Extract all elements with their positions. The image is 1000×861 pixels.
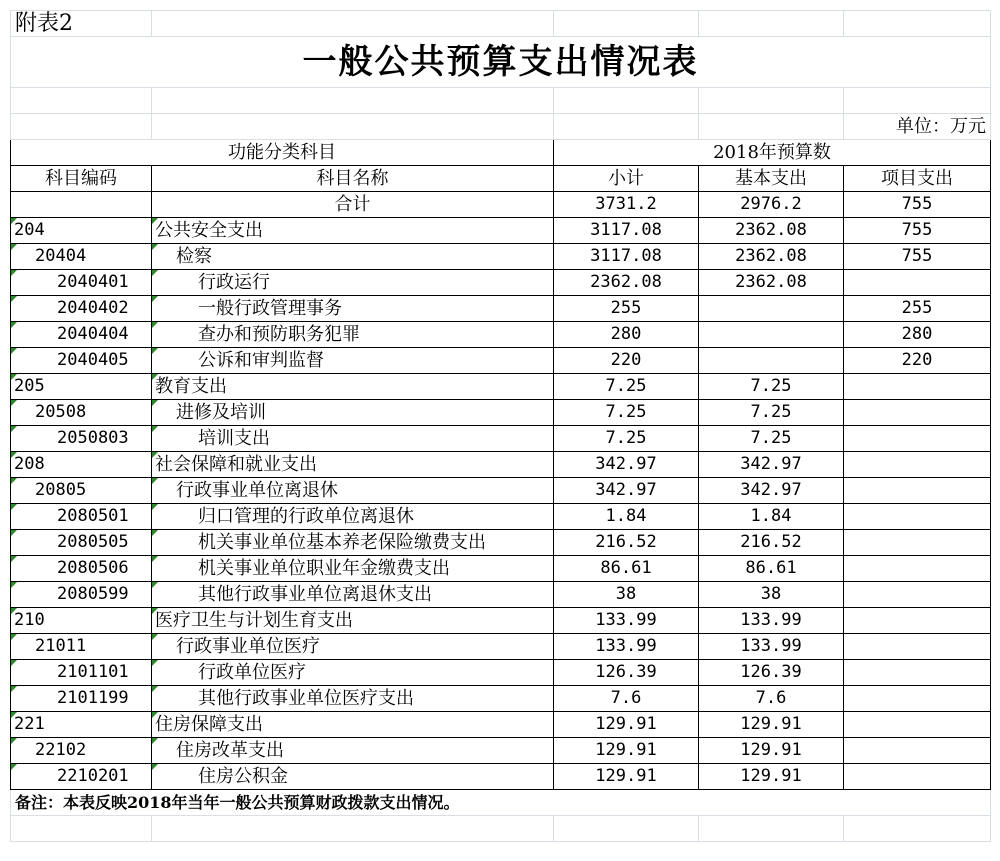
row-code[interactable]: 2210201 (11, 764, 152, 790)
row-subtotal[interactable]: 126.39 (554, 660, 699, 686)
row-name[interactable]: 机关事业单位职业年金缴费支出 (152, 556, 554, 582)
table-row (11, 738, 991, 764)
row-subtotal[interactable]: 7.6 (554, 686, 699, 712)
row-basic[interactable]: 38 (699, 582, 844, 608)
row-project[interactable] (844, 452, 991, 478)
title-row (11, 37, 991, 88)
row-basic[interactable]: 2362.08 (699, 270, 844, 296)
row-code[interactable]: 208 (11, 452, 152, 478)
row-subtotal[interactable]: 2362.08 (554, 270, 699, 296)
row-basic[interactable]: 129.91 (699, 764, 844, 790)
row-code[interactable]: 22102 (11, 738, 152, 764)
row-subtotal[interactable]: 3117.08 (554, 218, 699, 244)
table-row (11, 634, 991, 660)
row-subtotal[interactable]: 133.99 (554, 608, 699, 634)
row-subtotal[interactable]: 7.25 (554, 400, 699, 426)
row-code[interactable]: 2080599 (11, 582, 152, 608)
row-project[interactable] (844, 374, 991, 400)
header-name[interactable]: 科目名称 (152, 166, 554, 192)
row-project[interactable] (844, 400, 991, 426)
row-project[interactable]: 255 (844, 296, 991, 322)
header-budget-2018[interactable]: 2018年预算数 (554, 140, 991, 166)
row-basic[interactable]: 86.61 (699, 556, 844, 582)
row-basic[interactable]: 7.25 (699, 400, 844, 426)
total-label[interactable]: 合计 (152, 192, 554, 218)
table-row (11, 426, 991, 452)
row-code[interactable]: 20805 (11, 478, 152, 504)
row-subtotal[interactable]: 220 (554, 348, 699, 374)
total-subtotal[interactable]: 3731.2 (554, 192, 699, 218)
footnote[interactable]: 备注：本表反映2018年当年一般公共预算财政拨款支出情况。 (11, 790, 991, 816)
row-subtotal[interactable]: 133.99 (554, 634, 699, 660)
header-column-row (11, 166, 991, 192)
table-row (11, 660, 991, 686)
table-row (11, 478, 991, 504)
row-code[interactable]: 205 (11, 374, 152, 400)
row-basic[interactable] (699, 348, 844, 374)
row-name[interactable]: 行政事业单位医疗 (152, 634, 554, 660)
table-row (11, 400, 991, 426)
row-subtotal[interactable]: 255 (554, 296, 699, 322)
row-basic[interactable]: 2362.08 (699, 244, 844, 270)
row-project[interactable] (844, 504, 991, 530)
row-subtotal[interactable]: 129.91 (554, 764, 699, 790)
table-row (11, 712, 991, 738)
table-tag[interactable]: 附表2 (11, 11, 152, 37)
row-name[interactable]: 查办和预防职务犯罪 (152, 322, 554, 348)
row-name[interactable]: 住房保障支出 (152, 712, 554, 738)
row-code[interactable]: 20404 (11, 244, 152, 270)
row-basic[interactable]: 2362.08 (699, 218, 844, 244)
row-project[interactable] (844, 686, 991, 712)
row-project[interactable] (844, 556, 991, 582)
spreadsheet (10, 10, 990, 842)
row-name[interactable]: 其他行政事业单位离退休支出 (152, 582, 554, 608)
row-code[interactable]: 221 (11, 712, 152, 738)
header-basic[interactable]: 基本支出 (699, 166, 844, 192)
row-basic[interactable]: 216.52 (699, 530, 844, 556)
row-subtotal[interactable]: 129.91 (554, 712, 699, 738)
table-row (11, 270, 991, 296)
row-code[interactable]: 210 (11, 608, 152, 634)
row-subtotal[interactable]: 129.91 (554, 738, 699, 764)
row-project[interactable] (844, 660, 991, 686)
row-basic[interactable] (699, 296, 844, 322)
page-title[interactable]: 一般公共预算支出情况表 (11, 37, 991, 88)
row-basic[interactable]: 1.84 (699, 504, 844, 530)
row-project[interactable]: 755 (844, 244, 991, 270)
table-row (11, 374, 991, 400)
row-name[interactable]: 教育支出 (152, 374, 554, 400)
row-subtotal[interactable]: 38 (554, 582, 699, 608)
row-project[interactable]: 280 (844, 322, 991, 348)
row-project[interactable] (844, 270, 991, 296)
row-code[interactable]: 21011 (11, 634, 152, 660)
table-row (11, 556, 991, 582)
table-row (11, 296, 991, 322)
row-name[interactable]: 社会保障和就业支出 (152, 452, 554, 478)
total-basic[interactable]: 2976.2 (699, 192, 844, 218)
row-code[interactable]: 2040401 (11, 270, 152, 296)
row-subtotal[interactable]: 86.61 (554, 556, 699, 582)
table-row (11, 452, 991, 478)
row-project[interactable] (844, 530, 991, 556)
header-functional-classification[interactable]: 功能分类科目 (11, 140, 554, 166)
unit-row (11, 114, 991, 140)
row-name[interactable]: 行政运行 (152, 270, 554, 296)
row-subtotal[interactable]: 1.84 (554, 504, 699, 530)
row-basic[interactable]: 342.97 (699, 452, 844, 478)
row-basic[interactable]: 126.39 (699, 660, 844, 686)
row-code[interactable]: 20508 (11, 400, 152, 426)
row-basic[interactable]: 133.99 (699, 608, 844, 634)
row-project[interactable] (844, 738, 991, 764)
row-name[interactable]: 检察 (152, 244, 554, 270)
table-row (11, 504, 991, 530)
row-subtotal[interactable]: 3117.08 (554, 244, 699, 270)
budget-table (10, 10, 991, 842)
total-project[interactable]: 755 (844, 192, 991, 218)
row-name[interactable]: 住房公积金 (152, 764, 554, 790)
row-project[interactable]: 220 (844, 348, 991, 374)
row-name[interactable]: 医疗卫生与计划生育支出 (152, 608, 554, 634)
row-code[interactable]: 2080506 (11, 556, 152, 582)
row-basic[interactable]: 7.25 (699, 374, 844, 400)
row-name[interactable]: 公共安全支出 (152, 218, 554, 244)
table-row (11, 244, 991, 270)
table-row (11, 582, 991, 608)
note-row (11, 790, 991, 816)
blank-row (11, 88, 991, 114)
table-row (11, 218, 991, 244)
row-basic[interactable]: 7.25 (699, 426, 844, 452)
blank-row (11, 816, 991, 842)
row-code[interactable]: 2040404 (11, 322, 152, 348)
header-group-row (11, 140, 991, 166)
row-project[interactable] (844, 634, 991, 660)
row-project[interactable] (844, 426, 991, 452)
row-name[interactable]: 机关事业单位基本养老保险缴费支出 (152, 530, 554, 556)
tag-row (11, 11, 991, 37)
row-subtotal[interactable]: 7.25 (554, 374, 699, 400)
row-subtotal[interactable]: 216.52 (554, 530, 699, 556)
table-row (11, 530, 991, 556)
row-code[interactable]: 2101101 (11, 660, 152, 686)
row-subtotal[interactable]: 280 (554, 322, 699, 348)
row-name[interactable]: 一般行政管理事务 (152, 296, 554, 322)
row-code[interactable]: 2080501 (11, 504, 152, 530)
row-code[interactable]: 2080505 (11, 530, 152, 556)
unit-label[interactable]: 单位：万元 (844, 114, 991, 140)
row-project[interactable] (844, 608, 991, 634)
row-name[interactable]: 行政单位医疗 (152, 660, 554, 686)
header-subtotal[interactable]: 小计 (554, 166, 699, 192)
table-row (11, 348, 991, 374)
row-name[interactable]: 归口管理的行政单位离退休 (152, 504, 554, 530)
row-name[interactable]: 公诉和审判监督 (152, 348, 554, 374)
row-code[interactable]: 2101199 (11, 686, 152, 712)
header-project[interactable]: 项目支出 (844, 166, 991, 192)
row-subtotal[interactable]: 7.25 (554, 426, 699, 452)
table-row (11, 764, 991, 790)
row-project[interactable] (844, 582, 991, 608)
row-code[interactable]: 2040405 (11, 348, 152, 374)
total-row (11, 192, 991, 218)
row-code[interactable]: 2050803 (11, 426, 152, 452)
row-basic[interactable] (699, 322, 844, 348)
row-name[interactable]: 住房改革支出 (152, 738, 554, 764)
row-project[interactable] (844, 478, 991, 504)
row-project[interactable] (844, 712, 991, 738)
row-name[interactable]: 行政事业单位离退休 (152, 478, 554, 504)
row-name[interactable]: 培训支出 (152, 426, 554, 452)
row-name[interactable]: 其他行政事业单位医疗支出 (152, 686, 554, 712)
header-code[interactable]: 科目编码 (11, 166, 152, 192)
table-row (11, 322, 991, 348)
row-basic[interactable]: 7.6 (699, 686, 844, 712)
table-row (11, 608, 991, 634)
row-name[interactable]: 进修及培训 (152, 400, 554, 426)
row-basic[interactable]: 133.99 (699, 634, 844, 660)
row-code[interactable]: 2040402 (11, 296, 152, 322)
row-project[interactable] (844, 764, 991, 790)
row-basic[interactable]: 129.91 (699, 712, 844, 738)
row-code[interactable]: 204 (11, 218, 152, 244)
row-subtotal[interactable]: 342.97 (554, 452, 699, 478)
row-subtotal[interactable]: 342.97 (554, 478, 699, 504)
row-basic[interactable]: 342.97 (699, 478, 844, 504)
row-project[interactable]: 755 (844, 218, 991, 244)
row-basic[interactable]: 129.91 (699, 738, 844, 764)
table-row (11, 686, 991, 712)
